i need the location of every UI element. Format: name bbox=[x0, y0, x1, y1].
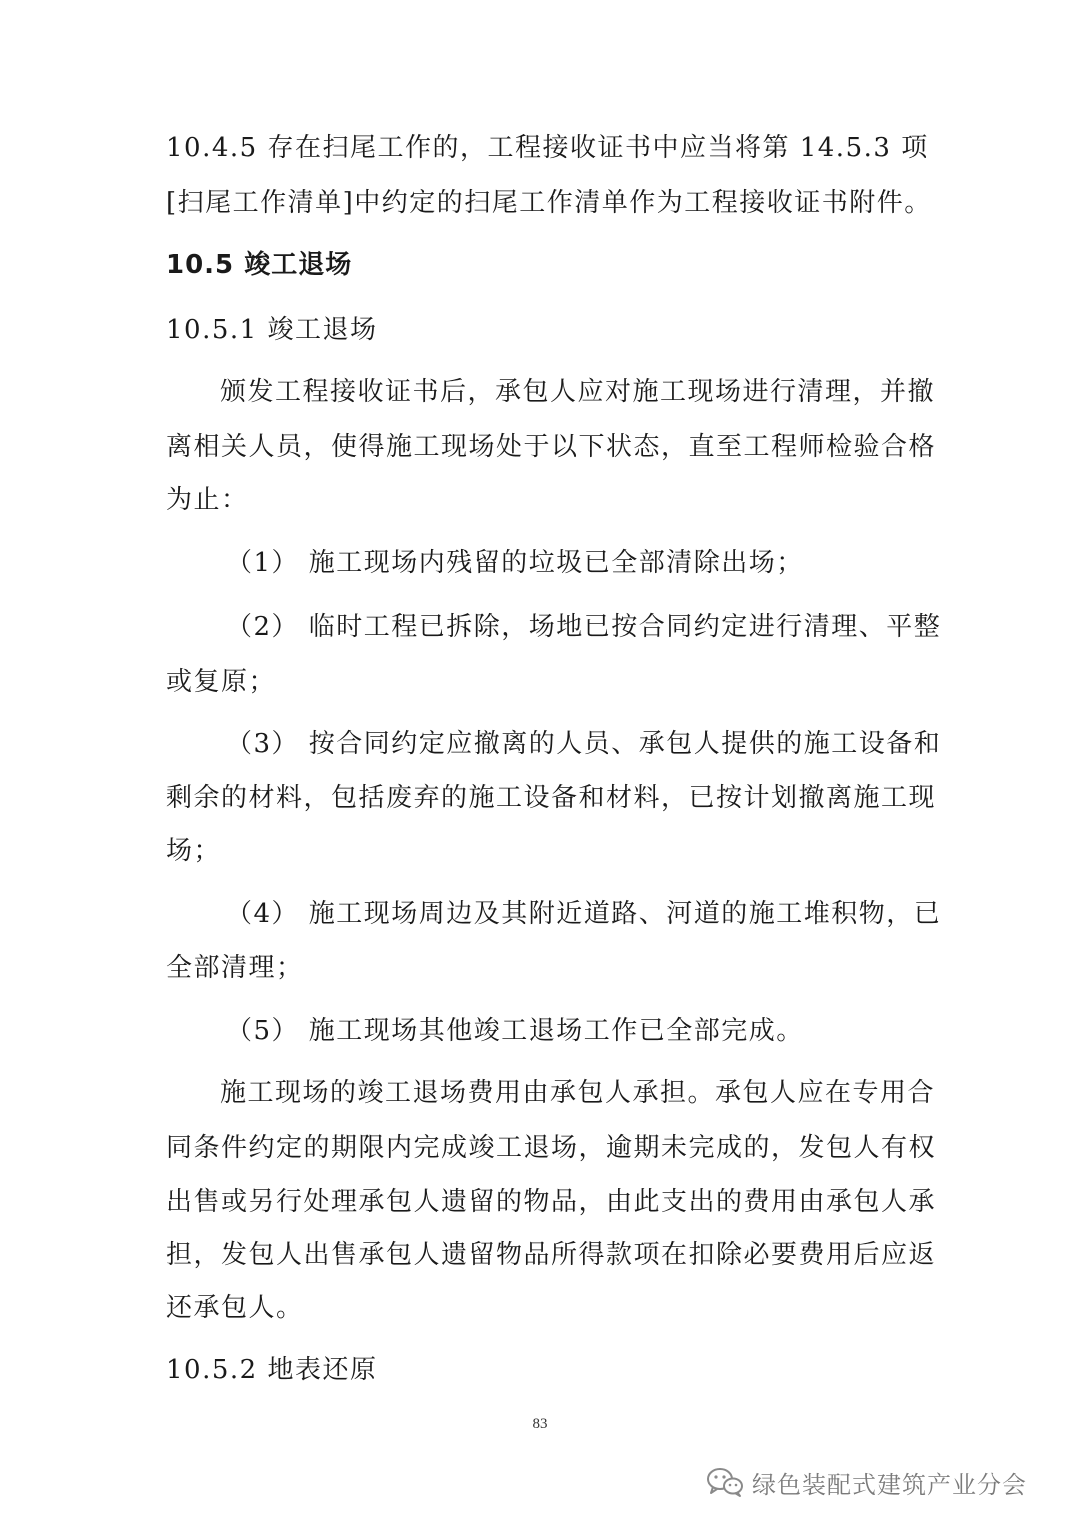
paragraph-1-line-1: 颁发工程接收证书后，承包人应对施工现场进行清理，并撤 bbox=[220, 377, 936, 407]
list-item-4-line-2: 全部清理； bbox=[166, 953, 304, 983]
watermark bbox=[706, 1462, 1052, 1502]
paragraph-2-line-3: 出售或另行处理承包人遗留的物品，由此支出的费用由承包人承 bbox=[166, 1187, 937, 1217]
paragraph-1-line-2: 离相关人员，使得施工现场处于以下状态，直至工程师检验合格 bbox=[166, 432, 937, 462]
watermark-text: 绿色装配式建筑产业分会 bbox=[752, 1470, 1027, 1499]
list-item-3-line-1: （3） 按合同约定应撤离的人员、承包人提供的施工设备和 bbox=[226, 729, 942, 759]
wechat-icon bbox=[706, 1466, 744, 1498]
list-item-3-line-2: 剩余的材料，包括废弃的施工设备和材料，已按计划撤离施工现 bbox=[166, 783, 937, 813]
list-item-4-line-1: （4） 施工现场周边及其附近道路、河道的施工堆积物，已 bbox=[226, 899, 942, 929]
list-item-3-line-3: 场； bbox=[166, 836, 222, 866]
subsection-heading-10-5-1: 10.5.1 竣工退场 bbox=[166, 315, 378, 345]
list-item-2-line-1: （2） 临时工程已拆除，场地已按合同约定进行清理、平整 bbox=[226, 612, 942, 642]
list-item-1: （1） 施工现场内残留的垃圾已全部清除出场； bbox=[226, 548, 804, 578]
clause-10-4-5-line-1: 10.4.5 存在扫尾工作的，工程接收证书中应当将第 14.5.3 项 bbox=[166, 133, 929, 163]
list-item-5: （5） 施工现场其他竣工退场工作已全部完成。 bbox=[226, 1016, 804, 1046]
paragraph-2-line-4: 担，发包人出售承包人遗留物品所得款项在扣除必要费用后应返 bbox=[166, 1240, 937, 1270]
clause-10-4-5-line-2: [扫尾工作清单]中约定的扫尾工作清单作为工程接收证书附件。 bbox=[166, 188, 932, 218]
list-item-2-line-2: 或复原； bbox=[166, 667, 277, 697]
paragraph-2-line-2: 同条件约定的期限内完成竣工退场，逾期未完成的，发包人有权 bbox=[166, 1133, 937, 1163]
paragraph-2-line-5: 还承包人。 bbox=[166, 1293, 304, 1323]
paragraph-2-line-1: 施工现场的竣工退场费用由承包人承担。承包人应在专用合 bbox=[220, 1078, 936, 1108]
section-heading-10-5: 10.5 竣工退场 bbox=[166, 250, 353, 280]
subsection-heading-10-5-2: 10.5.2 地表还原 bbox=[166, 1355, 378, 1385]
page-number: 83 bbox=[532, 1416, 548, 1432]
paragraph-1-line-3: 为止： bbox=[166, 485, 249, 515]
